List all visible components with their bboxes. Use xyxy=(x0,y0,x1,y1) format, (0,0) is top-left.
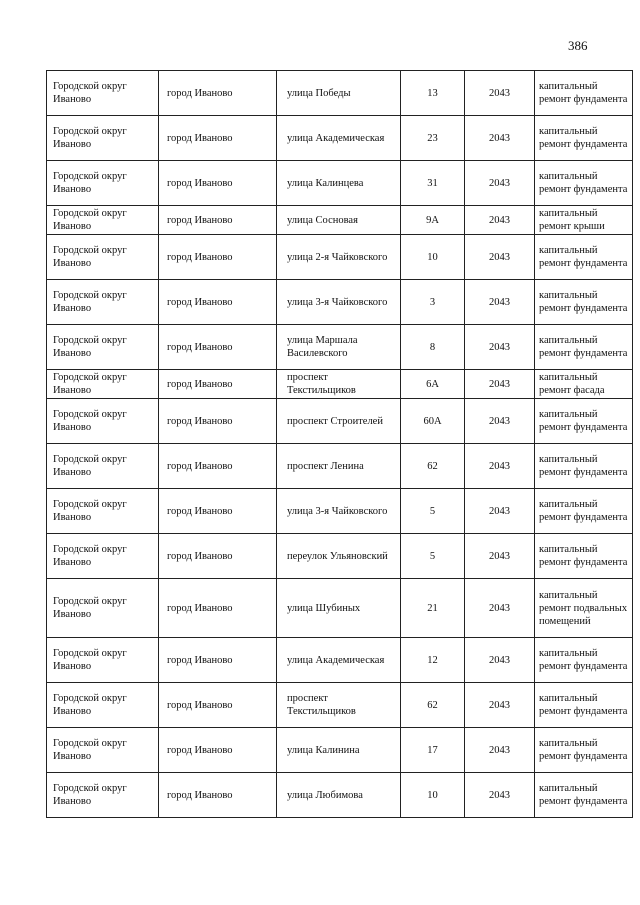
house-number-cell: 17 xyxy=(401,728,465,773)
city-cell: город Иваново xyxy=(159,399,277,444)
city-cell: город Иваново xyxy=(159,489,277,534)
year-cell: 2043 xyxy=(465,280,535,325)
city-cell: город Иваново xyxy=(159,206,277,235)
house-number-cell: 60А xyxy=(401,399,465,444)
house-number-cell: 12 xyxy=(401,638,465,683)
city-cell: город Иваново xyxy=(159,370,277,399)
table-row xyxy=(47,370,633,399)
district-cell: Городской округ Иваново xyxy=(47,325,159,370)
work-type-cell: капитальный ремонт фундамента xyxy=(535,280,633,325)
house-number-cell: 3 xyxy=(401,280,465,325)
table-row xyxy=(47,638,633,683)
table-row xyxy=(47,235,633,280)
year-cell: 2043 xyxy=(465,773,535,818)
house-number-cell: 8 xyxy=(401,325,465,370)
repair-schedule-table xyxy=(46,70,633,818)
house-number-cell: 10 xyxy=(401,773,465,818)
district-cell: Городской округ Иваново xyxy=(47,71,159,116)
street-cell: улица Калинина xyxy=(277,728,401,773)
table-row xyxy=(47,683,633,728)
district-cell: Городской округ Иваново xyxy=(47,280,159,325)
work-type-cell: капитальный ремонт фундамента xyxy=(535,71,633,116)
year-cell: 2043 xyxy=(465,161,535,206)
year-cell: 2043 xyxy=(465,683,535,728)
district-cell: Городской округ Иваново xyxy=(47,579,159,638)
work-type-cell: капитальный ремонт фасада xyxy=(535,370,633,399)
table-row xyxy=(47,444,633,489)
street-cell: улица 2-я Чайковского xyxy=(277,235,401,280)
year-cell: 2043 xyxy=(465,534,535,579)
city-cell: город Иваново xyxy=(159,579,277,638)
house-number-cell: 62 xyxy=(401,683,465,728)
table-row xyxy=(47,161,633,206)
street-cell: проспект Текстильщиков xyxy=(277,683,401,728)
street-cell: улица Победы xyxy=(277,71,401,116)
city-cell: город Иваново xyxy=(159,161,277,206)
year-cell: 2043 xyxy=(465,116,535,161)
street-cell: улица Любимова xyxy=(277,773,401,818)
district-cell: Городской округ Иваново xyxy=(47,116,159,161)
work-type-cell: капитальный ремонт фундамента xyxy=(535,728,633,773)
house-number-cell: 62 xyxy=(401,444,465,489)
street-cell: проспект Строителей xyxy=(277,399,401,444)
year-cell: 2043 xyxy=(465,399,535,444)
year-cell: 2043 xyxy=(465,206,535,235)
work-type-cell: капитальный ремонт фундамента xyxy=(535,489,633,534)
city-cell: город Иваново xyxy=(159,71,277,116)
house-number-cell: 10 xyxy=(401,235,465,280)
district-cell: Городской округ Иваново xyxy=(47,161,159,206)
table-row xyxy=(47,773,633,818)
table-row xyxy=(47,534,633,579)
year-cell: 2043 xyxy=(465,370,535,399)
district-cell: Городской округ Иваново xyxy=(47,773,159,818)
year-cell: 2043 xyxy=(465,579,535,638)
work-type-cell: капитальный ремонт фундамента xyxy=(535,116,633,161)
year-cell: 2043 xyxy=(465,71,535,116)
city-cell: город Иваново xyxy=(159,728,277,773)
year-cell: 2043 xyxy=(465,489,535,534)
city-cell: город Иваново xyxy=(159,235,277,280)
district-cell: Городской округ Иваново xyxy=(47,370,159,399)
district-cell: Городской округ Иваново xyxy=(47,235,159,280)
district-cell: Городской округ Иваново xyxy=(47,444,159,489)
table-body xyxy=(47,71,633,818)
district-cell: Городской округ Иваново xyxy=(47,728,159,773)
work-type-cell: капитальный ремонт фундамента xyxy=(535,773,633,818)
street-cell: улица 3-я Чайковского xyxy=(277,280,401,325)
city-cell: город Иваново xyxy=(159,280,277,325)
table-row xyxy=(47,728,633,773)
work-type-cell: капитальный ремонт крыши xyxy=(535,206,633,235)
table-row xyxy=(47,206,633,235)
house-number-cell: 6А xyxy=(401,370,465,399)
city-cell: город Иваново xyxy=(159,444,277,489)
street-cell: улица Калинцева xyxy=(277,161,401,206)
district-cell: Городской округ Иваново xyxy=(47,206,159,235)
district-cell: Городской округ Иваново xyxy=(47,683,159,728)
house-number-cell: 5 xyxy=(401,489,465,534)
house-number-cell: 23 xyxy=(401,116,465,161)
house-number-cell: 21 xyxy=(401,579,465,638)
work-type-cell: капитальный ремонт фундамента xyxy=(535,444,633,489)
table-row xyxy=(47,399,633,444)
street-cell: улица Шубиных xyxy=(277,579,401,638)
year-cell: 2043 xyxy=(465,325,535,370)
year-cell: 2043 xyxy=(465,235,535,280)
street-cell: улица 3-я Чайковского xyxy=(277,489,401,534)
work-type-cell: капитальный ремонт подвальных помещений xyxy=(535,579,633,638)
house-number-cell: 9А xyxy=(401,206,465,235)
year-cell: 2043 xyxy=(465,444,535,489)
year-cell: 2043 xyxy=(465,728,535,773)
house-number-cell: 13 xyxy=(401,71,465,116)
street-cell: проспект Текстильщиков xyxy=(277,370,401,399)
page-number: 386 xyxy=(568,38,588,53)
table-row xyxy=(47,116,633,161)
street-cell: улица Сосновая xyxy=(277,206,401,235)
street-cell: переулок Ульяновский xyxy=(277,534,401,579)
work-type-cell: капитальный ремонт фундамента xyxy=(535,235,633,280)
house-number-cell: 5 xyxy=(401,534,465,579)
table-row xyxy=(47,325,633,370)
work-type-cell: капитальный ремонт фундамента xyxy=(535,161,633,206)
table-row xyxy=(47,579,633,638)
year-cell: 2043 xyxy=(465,638,535,683)
house-number-cell: 31 xyxy=(401,161,465,206)
work-type-cell: капитальный ремонт фундамента xyxy=(535,325,633,370)
city-cell: город Иваново xyxy=(159,773,277,818)
district-cell: Городской округ Иваново xyxy=(47,638,159,683)
street-cell: улица Маршала Василевского xyxy=(277,325,401,370)
table-row xyxy=(47,71,633,116)
table-row xyxy=(47,489,633,534)
work-type-cell: капитальный ремонт фундамента xyxy=(535,638,633,683)
street-cell: улица Академическая xyxy=(277,638,401,683)
district-cell: Городской округ Иваново xyxy=(47,399,159,444)
city-cell: город Иваново xyxy=(159,638,277,683)
work-type-cell: капитальный ремонт фундамента xyxy=(535,683,633,728)
city-cell: город Иваново xyxy=(159,116,277,161)
work-type-cell: капитальный ремонт фундамента xyxy=(535,399,633,444)
work-type-cell: капитальный ремонт фундамента xyxy=(535,534,633,579)
street-cell: проспект Ленина xyxy=(277,444,401,489)
city-cell: город Иваново xyxy=(159,325,277,370)
city-cell: город Иваново xyxy=(159,683,277,728)
district-cell: Городской округ Иваново xyxy=(47,534,159,579)
city-cell: город Иваново xyxy=(159,534,277,579)
table-row xyxy=(47,280,633,325)
district-cell: Городской округ Иваново xyxy=(47,489,159,534)
street-cell: улица Академическая xyxy=(277,116,401,161)
